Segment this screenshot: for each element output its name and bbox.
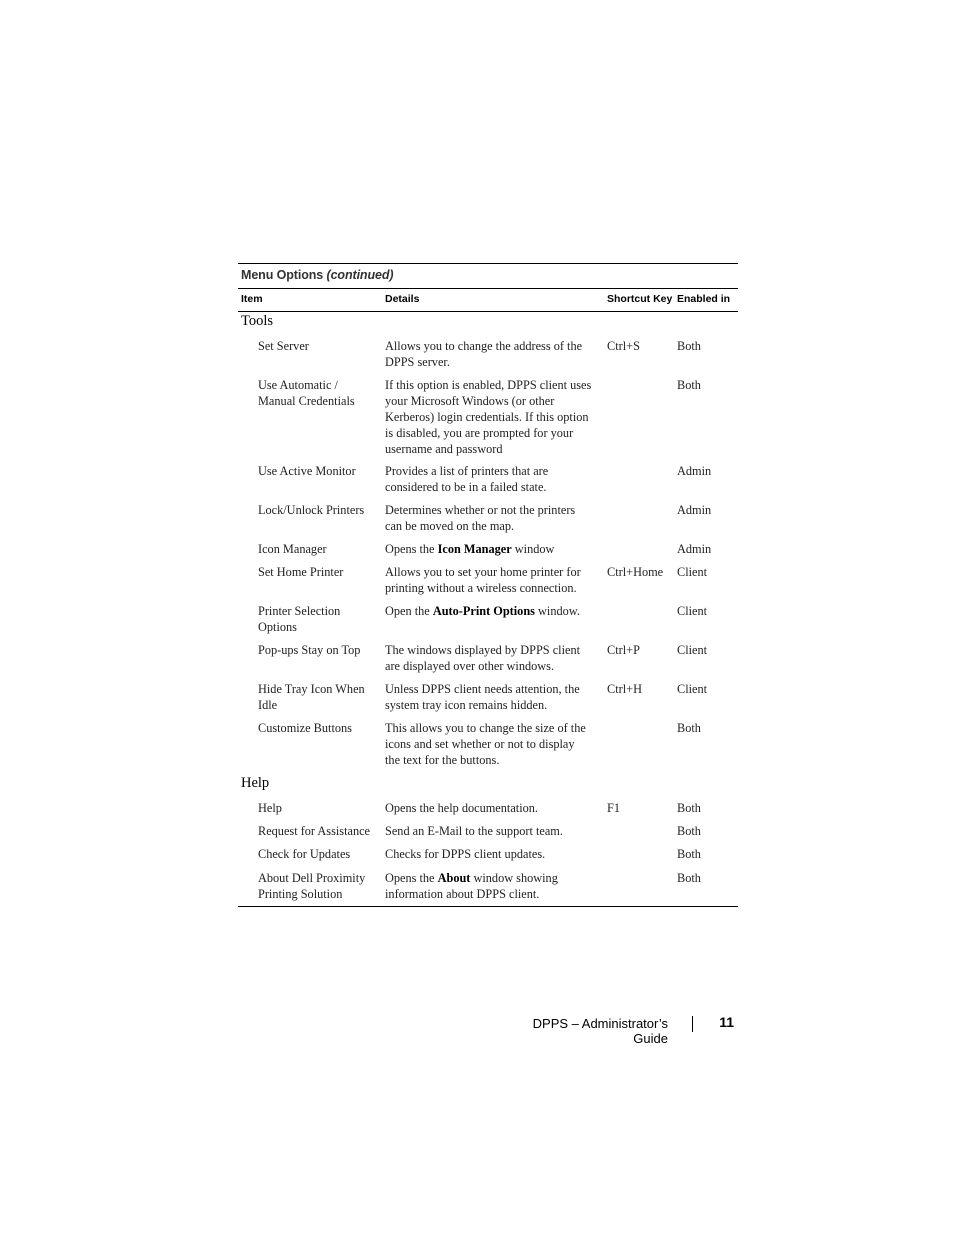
row-enabled: Client xyxy=(677,604,708,618)
row-item: Request for Assistance xyxy=(258,824,371,838)
row-item: Customize Buttons xyxy=(258,721,352,735)
table-caption xyxy=(238,263,738,288)
row-details: If this option is enabled, DPPS client uses your Microsoft Windows (or other Kerberos) login credentials. If this option is disabled, you are prompted for your username and password xyxy=(385,378,592,456)
header-details: Details xyxy=(385,293,420,305)
row-item: Printer Selection Options xyxy=(258,604,341,634)
page-number: 11 xyxy=(719,1014,734,1030)
row-shortcut: Ctrl+S xyxy=(607,339,640,353)
row-details: Determines whether or not the printers can be moved on the map. xyxy=(385,503,576,533)
row-item: Help xyxy=(258,801,282,815)
row-details: Opens the About window showing information about DPPS client. xyxy=(385,871,558,901)
header-shortcut: Shortcut Key xyxy=(607,293,673,305)
section-title-tools: Tools xyxy=(241,313,274,329)
row-enabled: Both xyxy=(677,378,701,392)
section-title-help: Help xyxy=(241,775,270,791)
row-item: Set Server xyxy=(258,339,309,353)
header-enabled: Enabled in xyxy=(677,293,731,305)
row-item: About Dell Proximity Printing Solution xyxy=(258,871,366,901)
row-details: The windows displayed by DPPS client are displayed over other windows. xyxy=(385,643,581,673)
row-enabled: Admin xyxy=(677,503,712,517)
footer-title: DPPS – Administrator’s Guide xyxy=(532,1016,668,1046)
row-shortcut: Ctrl+H xyxy=(607,682,642,696)
row-details: Checks for DPPS client updates. xyxy=(385,847,546,861)
row-enabled: Both xyxy=(677,339,701,353)
row-enabled: Client xyxy=(677,682,708,696)
row-enabled: Both xyxy=(677,721,701,735)
row-item: Use Automatic / Manual Credentials xyxy=(258,378,355,408)
row-enabled: Both xyxy=(677,801,701,815)
row-enabled: Both xyxy=(677,824,701,838)
row-details: This allows you to change the size of the icons and set whether or not to display the text for the buttons. xyxy=(385,721,586,767)
row-item: Pop-ups Stay on Top xyxy=(258,643,361,657)
header-item: Item xyxy=(241,293,263,305)
row-enabled: Client xyxy=(677,565,708,579)
row-details: Opens the help documentation. xyxy=(385,801,538,815)
footer-separator xyxy=(692,1016,693,1032)
row-details: Unless DPPS client needs attention, the system tray icon remains hidden. xyxy=(385,682,580,712)
row-details: Allows you to set your home printer for printing without a wireless connection. xyxy=(385,565,581,595)
row-item: Hide Tray Icon When Idle xyxy=(258,682,365,712)
row-details: Provides a list of printers that are considered to be in a failed state. xyxy=(385,464,549,494)
row-details: Open the Auto-Print Options window. xyxy=(385,604,580,618)
row-details: Opens the Icon Manager window xyxy=(385,542,555,556)
row-shortcut: Ctrl+P xyxy=(607,643,640,657)
row-item: Check for Updates xyxy=(258,847,351,861)
table-header xyxy=(238,288,738,312)
row-enabled: Admin xyxy=(677,542,712,556)
row-details: Send an E-Mail to the support team. xyxy=(385,824,563,838)
row-enabled: Both xyxy=(677,847,701,861)
table-bottom-rule xyxy=(238,906,738,907)
row-details: Allows you to change the address of the DPPS server. xyxy=(385,339,583,369)
caption-title: Menu Options xyxy=(241,268,324,282)
row-item: Icon Manager xyxy=(258,542,327,556)
row-enabled: Admin xyxy=(677,464,712,478)
row-shortcut: Ctrl+Home xyxy=(607,565,664,579)
row-enabled: Client xyxy=(677,643,708,657)
row-item: Set Home Printer xyxy=(258,565,344,579)
row-item: Use Active Monitor xyxy=(258,464,356,478)
row-item: Lock/Unlock Printers xyxy=(258,503,365,517)
row-enabled: Both xyxy=(677,871,701,885)
row-shortcut: F1 xyxy=(607,801,620,815)
caption-continued: (continued) xyxy=(326,268,394,282)
